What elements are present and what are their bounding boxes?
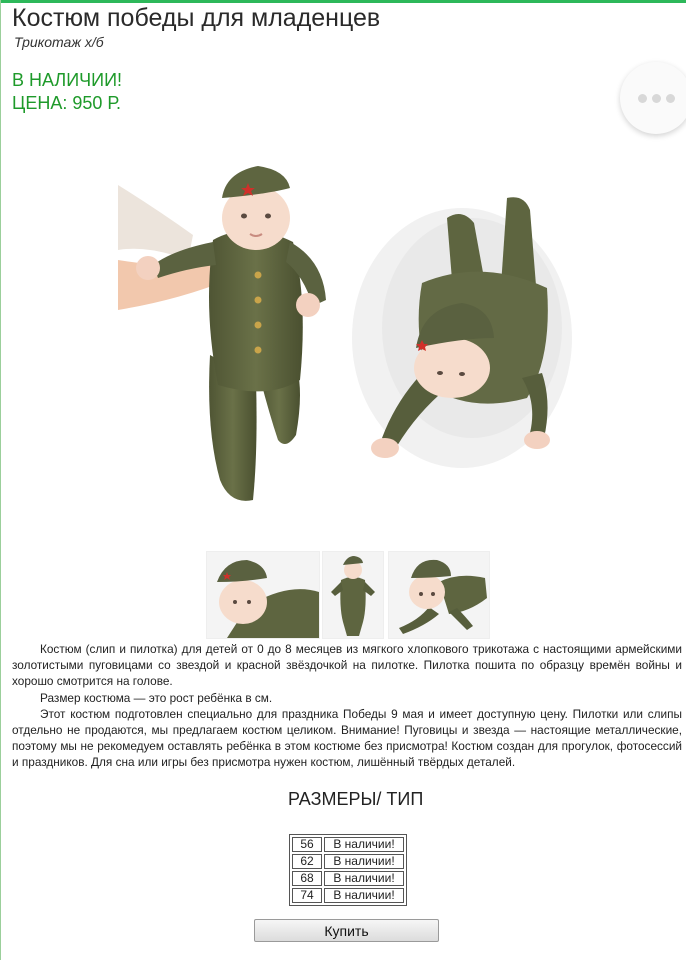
table-row [292, 871, 404, 886]
thumbnail-lying-closeup[interactable] [206, 551, 320, 639]
stock-status: В НАЛИЧИИ! [12, 70, 123, 90]
price-label: ЦЕНА: 950 Р. [12, 93, 121, 113]
size-cell: 56 [292, 837, 322, 852]
baby-standing-photo [118, 150, 333, 515]
sizes-table [289, 834, 407, 906]
thumbnail-lying-side[interactable] [388, 551, 490, 639]
more-dots-icon [638, 94, 647, 103]
status-cell: В наличии! [324, 837, 404, 852]
status-cell: В наличии! [324, 888, 404, 903]
material-subtitle: Трикотаж х/б [14, 34, 104, 50]
table-row [292, 888, 404, 903]
size-cell: 68 [292, 871, 322, 886]
status-cell: В наличии! [324, 871, 404, 886]
page-title: Костюм победы для младенцев [12, 4, 381, 32]
table-row [292, 837, 404, 852]
status-cell: В наличии! [324, 854, 404, 869]
thumbnail-standing[interactable] [322, 551, 384, 639]
sizes-heading: РАЗМЕРЫ/ ТИП [288, 789, 424, 809]
size-cell: 74 [292, 888, 322, 903]
top-accent-strip [0, 0, 686, 3]
description-paragraph: Этот костюм подготовлен специально для праздника Победы 9 мая и имеет доступную цену. Пилотки или слипы отдельно не продаются, мы предлагаем костюм целиком. Внимание! Пуговицы и звезда — настоящие металлические, поэтому мы не рекомедуем оставлять ребёнка в этом костюме без присмотра! Костюм создан для прогулок, фотосессий и праздников. Для сна или игры без присмотра нужен костюм, лишённый твёрдых деталей. [12, 706, 682, 770]
left-border [0, 0, 1, 960]
product-description [12, 641, 682, 771]
buy-button[interactable]: Купить [254, 919, 439, 942]
baby-lying-photo [352, 188, 572, 478]
table-row [292, 854, 404, 869]
size-cell: 62 [292, 854, 322, 869]
description-paragraph: Размер костюма — это рост ребёнка в см. [40, 690, 273, 705]
more-options-button[interactable] [620, 62, 686, 134]
description-paragraph: Костюм (слип и пилотка) для детей от 0 до 8 месяцев из мягкого хлопкового трикотажа с настоящими армейскими золотистыми пуговицами со звездой и красной звёздочкой на пилотке. Пилотка пошита по образцу времён войны и хорошо смотрится на голове. [12, 642, 682, 689]
